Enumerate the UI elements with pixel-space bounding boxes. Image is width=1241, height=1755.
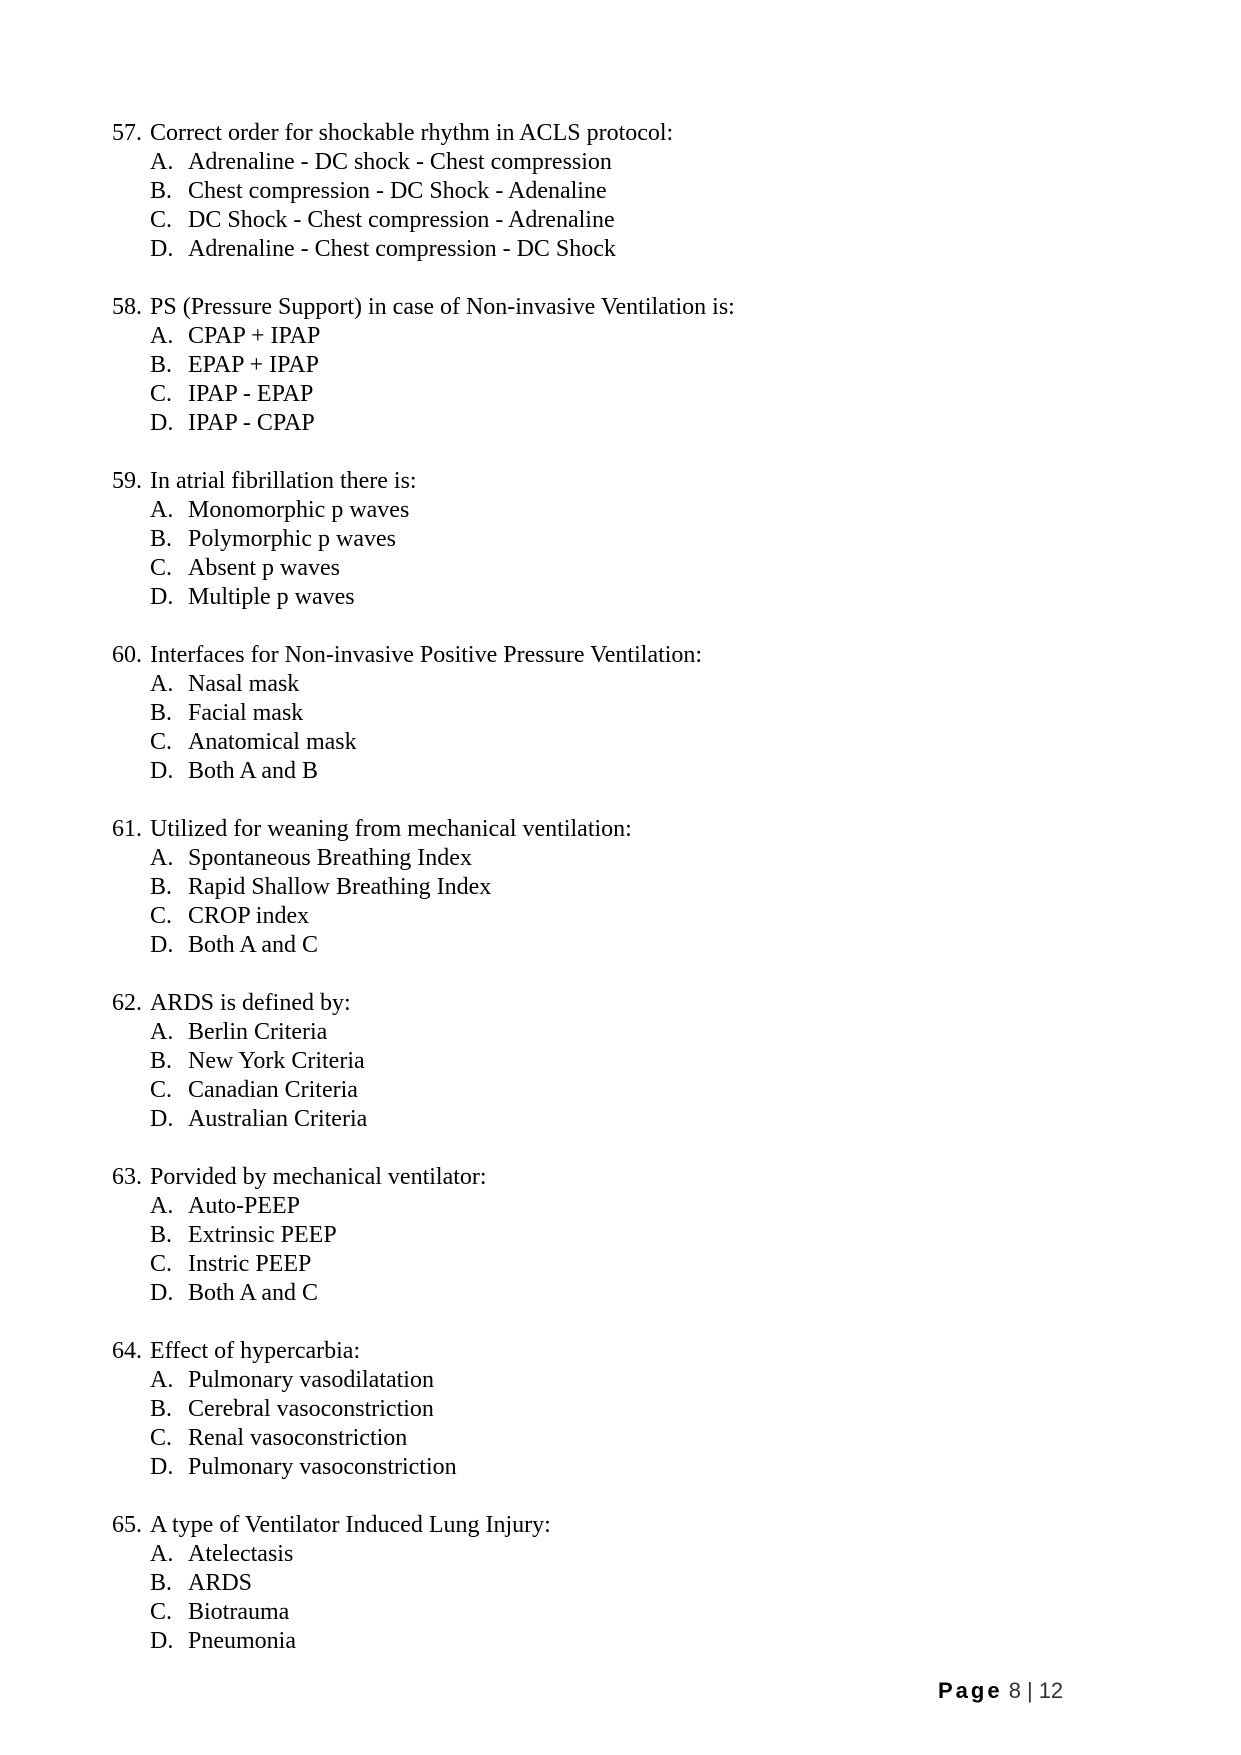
question-63	[112, 1163, 1112, 1308]
option-b	[112, 873, 1112, 902]
question-stem	[112, 989, 1112, 1018]
option-b	[112, 699, 1112, 728]
question-stem	[112, 1511, 1112, 1540]
page-footer	[938, 1677, 1063, 1705]
option-b	[112, 1047, 1112, 1076]
option-d	[112, 1453, 1112, 1482]
option-letter: B.	[150, 1048, 173, 1074]
option-text: CPAP + IPAP	[188, 323, 321, 349]
question-number: 65.	[112, 1512, 142, 1538]
option-letter: A.	[150, 1541, 174, 1567]
option-b	[112, 177, 1112, 206]
option-text: Pneumonia	[188, 1628, 296, 1654]
option-text: Spontaneous Breathing Index	[188, 845, 472, 871]
option-letter: B.	[150, 526, 173, 552]
option-letter: A.	[150, 149, 174, 175]
option-text: New York Criteria	[188, 1048, 365, 1074]
option-letter: D.	[150, 410, 174, 436]
option-text: EPAP + IPAP	[188, 352, 319, 378]
question-number: 63.	[112, 1164, 142, 1190]
option-letter: D.	[150, 758, 174, 784]
question-59	[112, 467, 1112, 612]
option-d	[112, 931, 1112, 960]
question-stem	[112, 641, 1112, 670]
question-text: Porvided by mechanical ventilator:	[150, 1164, 487, 1190]
option-d	[112, 1279, 1112, 1308]
option-text: Anatomical mask	[188, 729, 357, 755]
option-text: Chest compression - DC Shock - Adenaline	[188, 178, 607, 204]
question-57	[112, 119, 1112, 264]
option-letter: B.	[150, 700, 173, 726]
page-separator: |	[1026, 1678, 1033, 1703]
question-58	[112, 293, 1112, 438]
question-stem	[112, 119, 1112, 148]
option-letter: A.	[150, 845, 174, 871]
question-60	[112, 641, 1112, 786]
option-list	[112, 496, 1112, 612]
option-text: Cerebral vasoconstriction	[188, 1396, 434, 1422]
question-number: 64.	[112, 1338, 142, 1364]
option-letter: B.	[150, 874, 173, 900]
option-letter: B.	[150, 1570, 173, 1596]
option-text: Pulmonary vasodilatation	[188, 1367, 434, 1393]
option-letter: D.	[150, 1454, 174, 1480]
page-label: Page	[938, 1678, 1003, 1703]
option-text: Canadian Criteria	[188, 1077, 358, 1103]
option-b	[112, 1221, 1112, 1250]
option-list	[112, 844, 1112, 960]
option-list	[112, 1192, 1112, 1308]
option-a	[112, 670, 1112, 699]
option-d	[112, 409, 1112, 438]
question-number: 57.	[112, 120, 142, 146]
question-number: 58.	[112, 294, 142, 320]
option-letter: D.	[150, 1106, 174, 1132]
question-64	[112, 1337, 1112, 1482]
option-c	[112, 728, 1112, 757]
option-d	[112, 757, 1112, 786]
question-text: A type of Ventilator Induced Lung Injury:	[150, 1512, 551, 1538]
option-text: Facial mask	[188, 700, 304, 726]
option-text: Berlin Criteria	[188, 1019, 328, 1045]
option-b	[112, 351, 1112, 380]
option-text: Australian Criteria	[188, 1106, 368, 1132]
question-62	[112, 989, 1112, 1134]
option-a	[112, 496, 1112, 525]
option-c	[112, 1076, 1112, 1105]
option-d	[112, 1627, 1112, 1656]
option-text: Polymorphic p waves	[188, 526, 396, 552]
option-text: Absent p waves	[188, 555, 340, 581]
option-d	[112, 1105, 1112, 1134]
question-stem	[112, 467, 1112, 496]
option-text: IPAP - CPAP	[188, 410, 315, 436]
option-letter: D.	[150, 1280, 174, 1306]
option-letter: D.	[150, 584, 174, 610]
option-text: Atelectasis	[188, 1541, 294, 1567]
option-letter: D.	[150, 932, 174, 958]
question-61	[112, 815, 1112, 960]
option-c	[112, 1424, 1112, 1453]
option-text: Both A and B	[188, 758, 319, 784]
option-text: Monomorphic p waves	[188, 497, 410, 523]
option-b	[112, 525, 1112, 554]
option-c	[112, 902, 1112, 931]
question-text: Utilized for weaning from mechanical ventilation:	[150, 816, 632, 842]
question-text: Interfaces for Non-invasive Positive Pressure Ventilation:	[150, 642, 703, 668]
question-number: 60.	[112, 642, 142, 668]
option-letter: A.	[150, 497, 174, 523]
question-text: In atrial fibrillation there is:	[150, 468, 417, 494]
option-text: DC Shock - Chest compression - Adrenaline	[188, 207, 615, 233]
option-letter: D.	[150, 236, 174, 262]
option-letter: D.	[150, 1628, 174, 1654]
option-list	[112, 148, 1112, 264]
option-text: Adrenaline - DC shock - Chest compression	[188, 149, 612, 175]
option-a	[112, 1018, 1112, 1047]
option-c	[112, 1250, 1112, 1279]
option-letter: A.	[150, 671, 174, 697]
question-stem	[112, 1163, 1112, 1192]
option-text: Extrinsic PEEP	[188, 1222, 337, 1248]
question-stem	[112, 815, 1112, 844]
question-text: Correct order for shockable rhythm in ACLS protocol:	[150, 120, 674, 146]
total-pages: 12	[1038, 1678, 1064, 1703]
option-letter: A.	[150, 1193, 174, 1219]
option-a	[112, 148, 1112, 177]
option-b	[112, 1569, 1112, 1598]
option-letter: A.	[150, 1019, 174, 1045]
option-text: Both A and C	[188, 1280, 319, 1306]
question-65	[112, 1511, 1112, 1656]
option-letter: C.	[150, 555, 173, 581]
option-a	[112, 322, 1112, 351]
option-text: ARDS	[188, 1570, 253, 1596]
question-stem	[112, 293, 1112, 322]
option-text: Biotrauma	[188, 1599, 290, 1625]
option-c	[112, 1598, 1112, 1627]
option-list	[112, 1366, 1112, 1482]
option-list	[112, 1018, 1112, 1134]
option-text: Instric PEEP	[188, 1251, 312, 1277]
option-letter: B.	[150, 1222, 173, 1248]
option-d	[112, 235, 1112, 264]
option-list	[112, 670, 1112, 786]
option-a	[112, 1366, 1112, 1395]
option-letter: B.	[150, 1396, 173, 1422]
option-text: Nasal mask	[188, 671, 300, 697]
question-list	[112, 119, 1112, 1685]
option-list	[112, 322, 1112, 438]
option-d	[112, 583, 1112, 612]
question-text: PS (Pressure Support) in case of Non-invasive Ventilation is:	[150, 294, 735, 320]
option-text: Auto-PEEP	[188, 1193, 301, 1219]
option-list	[112, 1540, 1112, 1656]
question-number: 62.	[112, 990, 142, 1016]
option-a	[112, 844, 1112, 873]
option-letter: A.	[150, 323, 174, 349]
option-letter: C.	[150, 1599, 173, 1625]
option-letter: B.	[150, 178, 173, 204]
option-c	[112, 206, 1112, 235]
option-letter: C.	[150, 1077, 173, 1103]
option-letter: C.	[150, 1425, 173, 1451]
option-letter: A.	[150, 1367, 174, 1393]
option-c	[112, 380, 1112, 409]
option-letter: C.	[150, 1251, 173, 1277]
option-a	[112, 1192, 1112, 1221]
option-letter: C.	[150, 207, 173, 233]
option-text: Renal vasoconstriction	[188, 1425, 408, 1451]
option-text: Both A and C	[188, 932, 319, 958]
question-number: 59.	[112, 468, 142, 494]
option-letter: B.	[150, 352, 173, 378]
question-text: Effect of hypercarbia:	[150, 1338, 361, 1364]
option-text: Multiple p waves	[188, 584, 355, 610]
option-text: Adrenaline - Chest compression - DC Shock	[188, 236, 616, 262]
option-letter: C.	[150, 729, 173, 755]
question-text: ARDS is defined by:	[150, 990, 351, 1016]
option-text: Pulmonary vasoconstriction	[188, 1454, 457, 1480]
option-a	[112, 1540, 1112, 1569]
option-letter: C.	[150, 381, 173, 407]
page-number: 8	[1008, 1678, 1021, 1703]
option-text: CROP index	[188, 903, 310, 929]
question-number: 61.	[112, 816, 142, 842]
option-b	[112, 1395, 1112, 1424]
option-letter: C.	[150, 903, 173, 929]
option-text: IPAP - EPAP	[188, 381, 314, 407]
option-c	[112, 554, 1112, 583]
question-stem	[112, 1337, 1112, 1366]
option-text: Rapid Shallow Breathing Index	[188, 874, 492, 900]
